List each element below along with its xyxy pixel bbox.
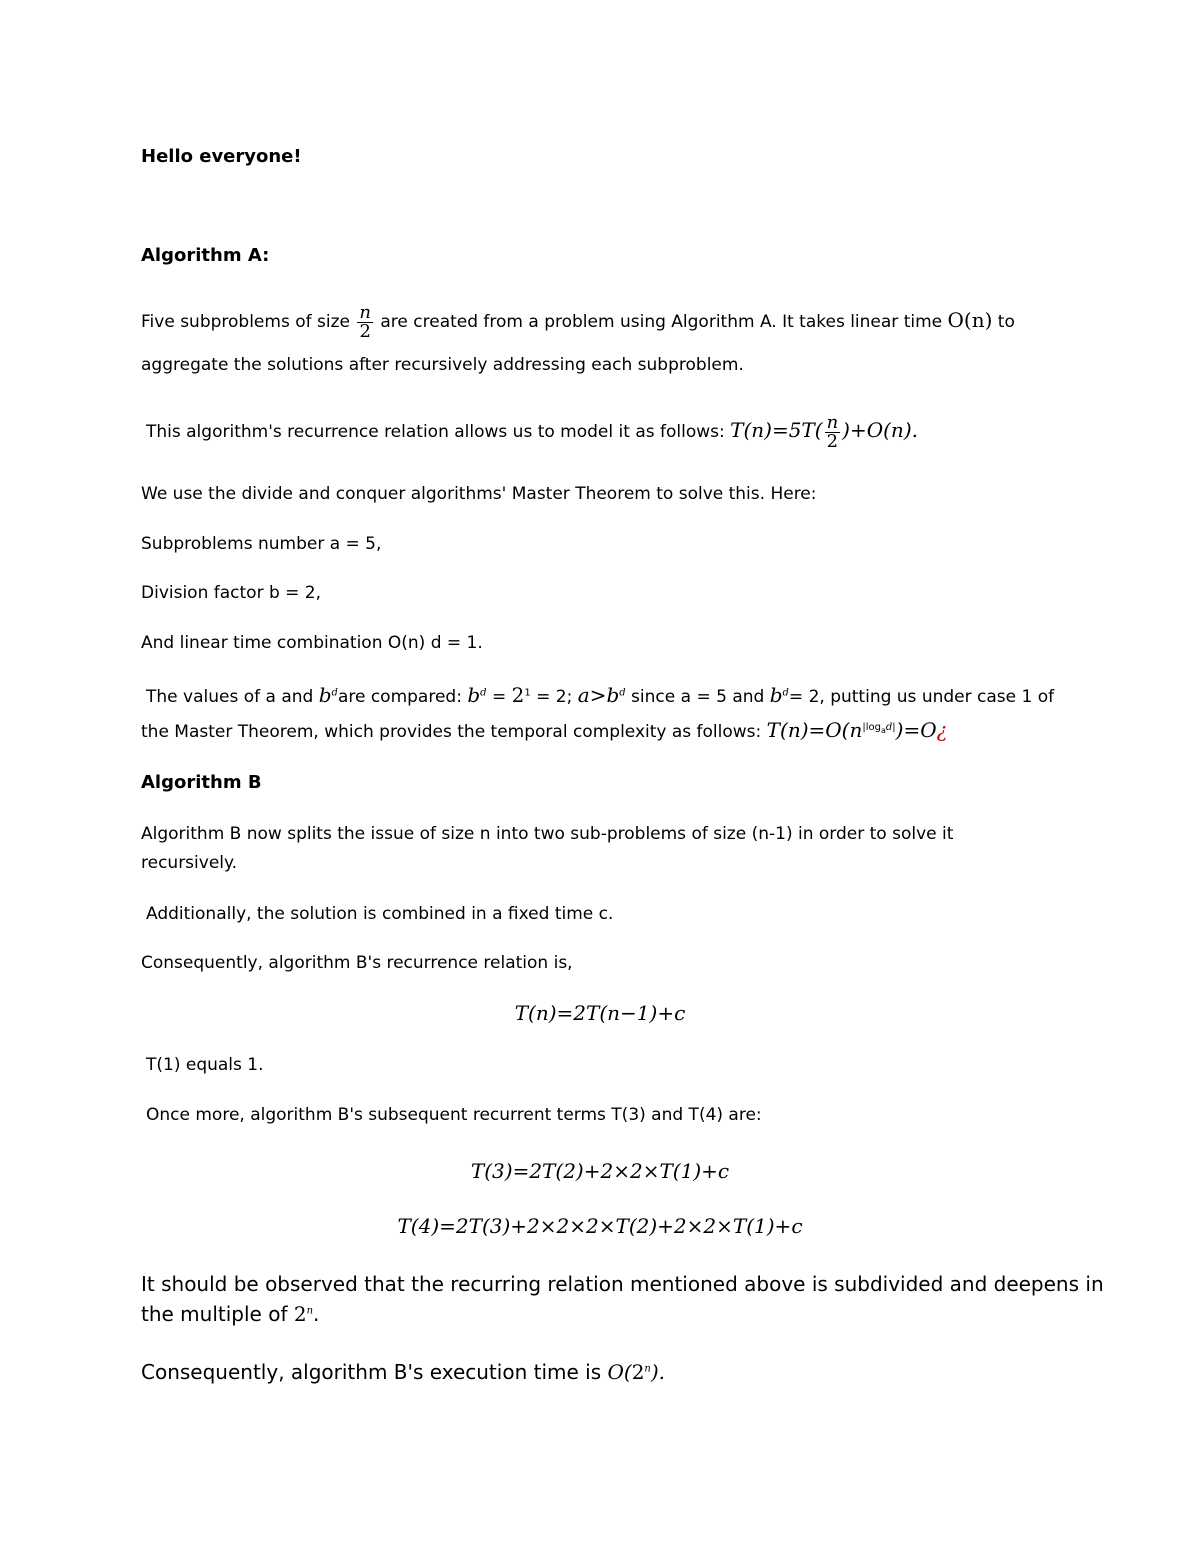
alg-a-paragraph-1 bbox=[141, 300, 1015, 342]
equation-t4: T(4)=2T(3)+2×2×2×T(2)+2×2×T(1)+c bbox=[397, 1214, 803, 1238]
frac-den: 2 bbox=[359, 320, 371, 342]
text-span: Five subproblems of size bbox=[141, 312, 356, 332]
equation-recurrence: T(n)=2T(n−1)+c bbox=[514, 1001, 686, 1025]
alg-a-heading: Algorithm A: bbox=[141, 245, 270, 266]
math-sup: d bbox=[331, 687, 338, 699]
text-span: are compared: bbox=[337, 687, 468, 707]
alg-b-paragraph-6: It should be observed that the recurring relation mentioned above is subdivided and deepens in bbox=[141, 1272, 1104, 1296]
alg-a-paragraph-2: aggregate the solutions after recursively addressing each subproblem. bbox=[141, 355, 744, 375]
math-two: 2 bbox=[293, 1302, 307, 1326]
frac-den: 2 bbox=[826, 430, 839, 452]
text-span: = bbox=[486, 687, 512, 707]
math-error-glyph: ¿ bbox=[936, 718, 948, 742]
math-sup: d bbox=[782, 687, 789, 699]
math-o-n: O(n) bbox=[947, 308, 993, 332]
frac-num: n bbox=[826, 411, 839, 433]
fraction-n-over-2 bbox=[825, 411, 841, 452]
text-span: = 2; bbox=[530, 687, 578, 707]
alg-b-heading: Algorithm B bbox=[141, 772, 262, 793]
math-b: b bbox=[318, 683, 332, 707]
math-two: 2 bbox=[631, 1360, 645, 1384]
alg-a-paragraph-6: Division factor b = 2, bbox=[141, 583, 322, 603]
alg-b-paragraph-2: Additionally, the solution is combined in a fixed time c. bbox=[146, 904, 614, 924]
alg-b-paragraph-5: Once more, algorithm B's subsequent recurrent terms T(3) and T(4) are: bbox=[146, 1105, 762, 1125]
alg-a-paragraph-4: We use the divide and conquer algorithms' Master Theorem to solve this. Here: bbox=[141, 484, 817, 504]
math-exp: |logad| bbox=[862, 722, 896, 736]
alg-b-paragraph-6b bbox=[141, 1299, 319, 1329]
math-sup: 1 bbox=[524, 687, 531, 699]
alg-a-paragraph-7: And linear time combination O(n) d = 1. bbox=[141, 633, 483, 653]
alg-a-recurrence-line bbox=[146, 410, 918, 452]
math-sup: d bbox=[619, 687, 626, 699]
greeting: Hello everyone! bbox=[141, 146, 302, 167]
text-span: the multiple of bbox=[141, 1302, 294, 1326]
alg-b-paragraph-1: Algorithm B now splits the issue of size n into two sub-problems of size (n-1) in order to solve it bbox=[141, 824, 954, 844]
text-span: are created from a problem using Algorithm A. It takes linear time bbox=[374, 312, 948, 332]
text-span: . bbox=[313, 1302, 320, 1326]
alg-b-paragraph-1b: recursively. bbox=[141, 853, 238, 873]
text-span: since a = 5 and bbox=[625, 687, 770, 707]
math-two: 2 bbox=[511, 683, 525, 707]
math-sup: n bbox=[644, 1363, 651, 1375]
math-a-gt: a> bbox=[577, 683, 607, 707]
math-eq-o: )=O bbox=[895, 718, 937, 742]
alg-b-paragraph-4: T(1) equals 1. bbox=[146, 1055, 264, 1075]
frac-num: n bbox=[359, 301, 371, 323]
fraction-n-over-2 bbox=[357, 301, 373, 342]
math-rec-b: )+O(n). bbox=[842, 418, 918, 442]
math-tn-on: T(n)=O(n bbox=[766, 718, 863, 742]
alg-b-paragraph-7 bbox=[141, 1357, 665, 1387]
math-close: ). bbox=[650, 1360, 666, 1384]
math-sup: n bbox=[306, 1305, 314, 1317]
log-text: log bbox=[865, 722, 881, 734]
log-base: a bbox=[880, 726, 886, 736]
alg-b-paragraph-3: Consequently, algorithm B's recurrence relation is, bbox=[141, 953, 573, 973]
alg-a-paragraph-8 bbox=[146, 684, 1054, 708]
equation-t3: T(3)=2T(2)+2×2×T(1)+c bbox=[470, 1159, 730, 1183]
text-span: This algorithm's recurrence relation allows us to model it as follows: bbox=[146, 422, 731, 442]
text-span: The values of a and bbox=[146, 687, 319, 707]
math-b: b bbox=[606, 683, 620, 707]
text-span: to bbox=[992, 312, 1015, 332]
text-span: = 2, putting us under case 1 of bbox=[788, 687, 1055, 707]
alg-a-paragraph-9 bbox=[141, 719, 947, 743]
math-b: b bbox=[467, 683, 481, 707]
log-arg: d bbox=[885, 722, 893, 734]
text-span: Consequently, algorithm B's execution time is bbox=[141, 1360, 608, 1384]
alg-a-paragraph-5: Subproblems number a = 5, bbox=[141, 534, 382, 554]
math-o-open: O( bbox=[607, 1360, 632, 1384]
math-sup: d bbox=[480, 687, 487, 699]
math-b: b bbox=[769, 683, 783, 707]
math-rec-a: T(n)=5T( bbox=[730, 418, 823, 442]
text-span: the Master Theorem, which provides the temporal complexity as follows: bbox=[141, 722, 767, 742]
